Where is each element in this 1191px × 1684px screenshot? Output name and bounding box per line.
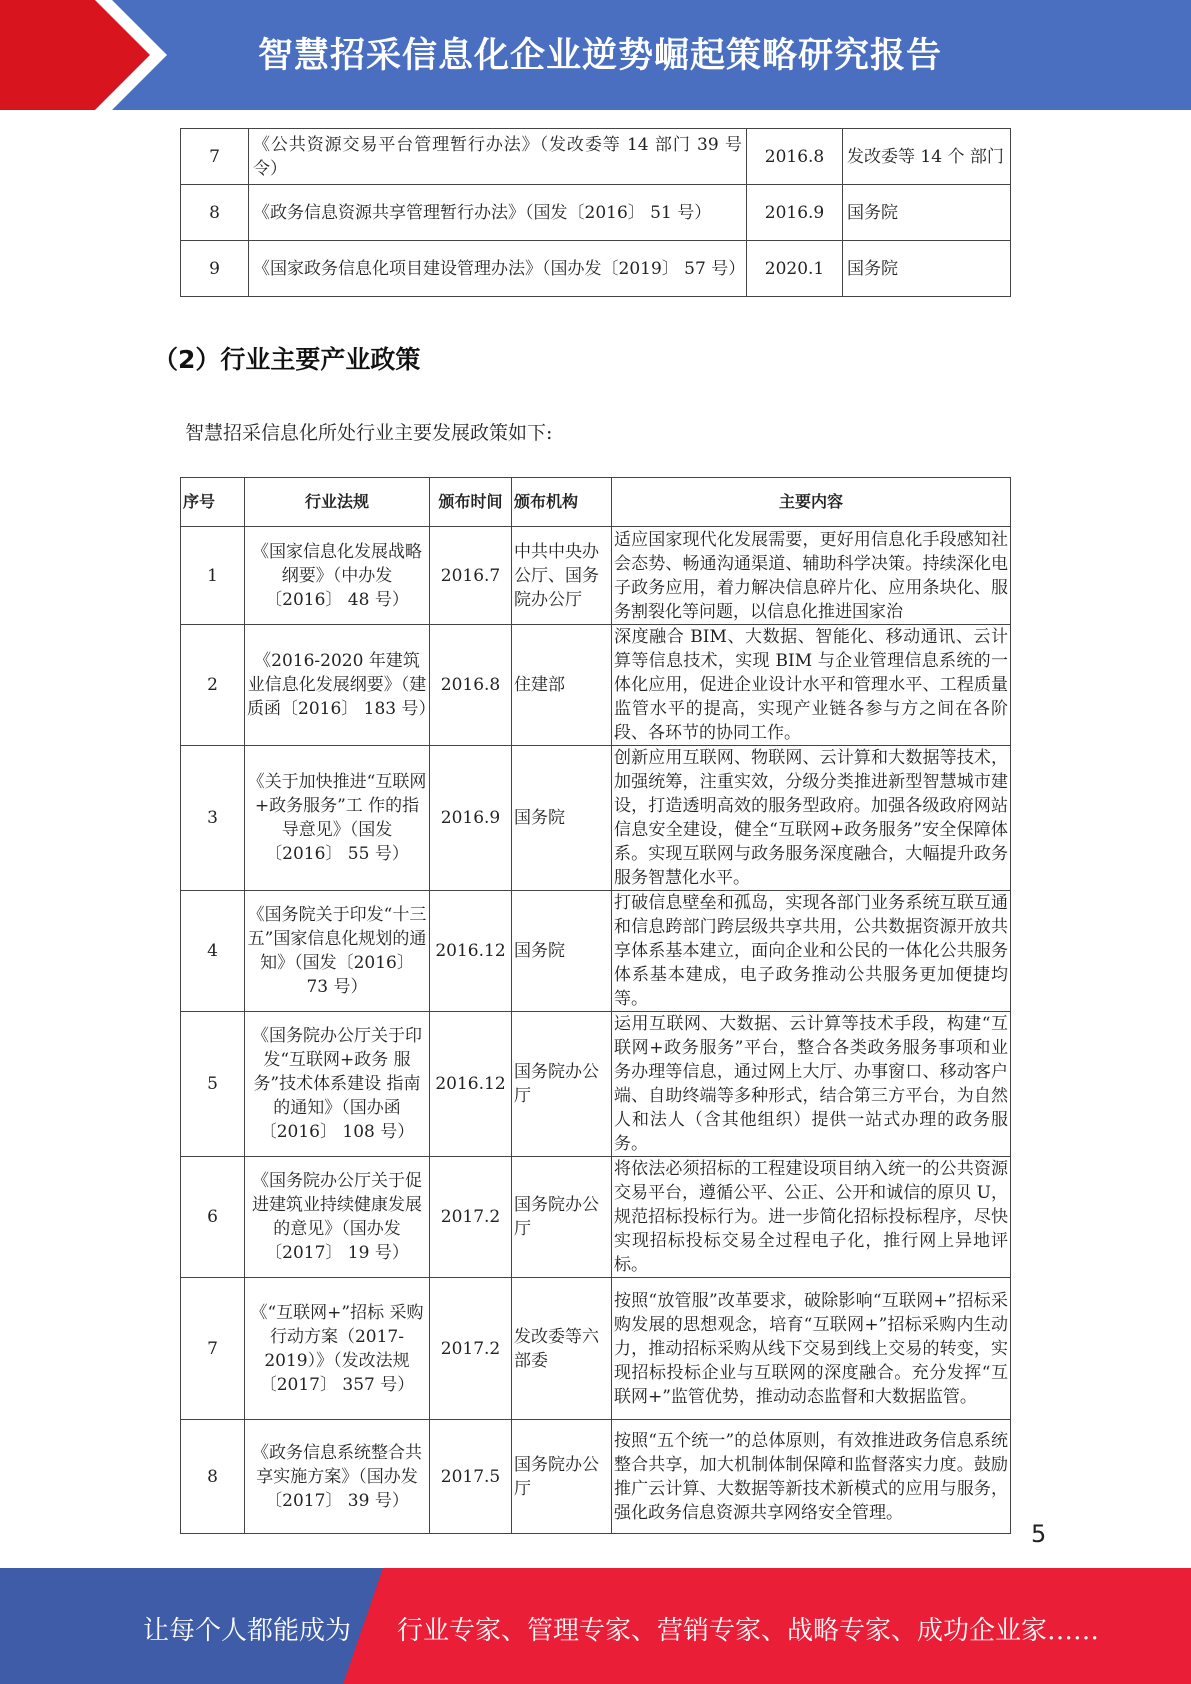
main-content: 深度融合 BIM、大数据、智能化、移动通讯、云计算等信息技术，实现 BIM 与企业管理信息系统的一体化应用，促进企业设计水平和管理水平、工程质量监管水平的提高，实现产业链各参与方之间在各阶段、各环节的协同工作。 (612, 625, 1011, 746)
issue-date: 2016.9 (430, 746, 512, 891)
regulation-name: 《国家信息化发展战略纲要》（中办发〔2016〕 48 号） (245, 527, 430, 625)
table-row (181, 625, 1011, 746)
issuing-body: 发改委等 14 个 部门 (843, 129, 1011, 185)
main-content: 适应国家现代化发展需要，更好用信息化手段感知社会态势、畅通沟通渠道、辅助科学决策。持续深化电子政务应用，着力解决信息碎片化、应用条块化、服务割裂化等问题，以信息化推进国家治 (612, 527, 1011, 625)
row-number: 9 (181, 241, 249, 297)
industry-policy-table (180, 477, 1011, 1534)
main-content: 运用互联网、大数据、云计算等技术手段，构建“互联网+政务服务”平台，整合各类政务服务事项和业务办理等信息，通过网上大厅、办事窗口、移动客户端、自助终端等多种形式，结合第三方平台，为自然人和法人（含其他组织）提供一站式办理的政务服务。 (612, 1012, 1011, 1157)
row-number: 5 (181, 1012, 245, 1157)
policy-name: 《公共资源交易平台管理暂行办法》（发改委等 14 部门 39 号令） (249, 129, 747, 185)
issuing-body: 国务院办公厅 (512, 1157, 612, 1278)
issue-date: 2017.5 (430, 1420, 512, 1534)
regulation-name: 《关于加快推进“互联网+政务服务”工 作的指导意见》（国发〔2016〕 55 号） (245, 746, 430, 891)
row-number: 7 (181, 1278, 245, 1420)
table-row (181, 1012, 1011, 1157)
issue-date: 2016.12 (430, 1012, 512, 1157)
header-main: 主要内容 (612, 478, 1011, 527)
table-row (181, 241, 1011, 297)
regulation-name: 《2016-2020 年建筑 业信息化发展纲要》（建质函〔2016〕 183 号） (245, 625, 430, 746)
row-number: 4 (181, 891, 245, 1012)
row-number: 6 (181, 1157, 245, 1278)
issue-date: 2016.7 (430, 527, 512, 625)
main-content: 按照“五个统一”的总体原则，有效推进政务信息系统整合共享，加大机制体制保障和监督落实力度。鼓励推广云计算、大数据等新技术新模式的应用与服务，强化政务信息资源共享网络安全管理。 (612, 1420, 1011, 1534)
table-row (181, 185, 1011, 241)
issuing-body: 中共中央办公厅、国务院办公厅 (512, 527, 612, 625)
issue-date: 2017.2 (430, 1278, 512, 1420)
section-intro: 智慧招采信息化所处行业主要发展政策如下: (185, 422, 553, 444)
table-row (181, 1420, 1011, 1534)
issuing-body: 住建部 (512, 625, 612, 746)
policy-name: 《国家政务信息化项目建设管理办法》（国办发〔2019〕 57 号） (249, 241, 747, 297)
header-no: 序号 (181, 478, 245, 527)
main-content: 将依法必须招标的工程建设项目纳入统一的公共资源交易平台，遵循公平、公正、公开和诚信的原贝 U，规范招标投标行为。进一步简化招标投标程序，尽快实现招标投标交易全过程电子化，推行网上异地评标。 (612, 1157, 1011, 1278)
issuing-body: 国务院 (843, 241, 1011, 297)
issue-date: 2016.8 (430, 625, 512, 746)
table-row (181, 891, 1011, 1012)
issue-date: 2016.9 (747, 185, 843, 241)
page-number: 5 (1031, 1520, 1047, 1548)
table-row (181, 527, 1011, 625)
page-header (0, 0, 1191, 110)
row-number: 3 (181, 746, 245, 891)
main-content: 创新应用互联网、物联网、云计算和大数据等技术，加强统筹，注重实效，分级分类推进新型智慧城市建设，打造透明高效的服务型政府。加强各级政府网站信息安全建设，健全“互联网+政务服务”安全保障体系。实现互联网与政务服务深度融合，大幅提升政务服务智慧化水平。 (612, 746, 1011, 891)
issue-date: 2020.1 (747, 241, 843, 297)
policy-name: 《政务信息资源共享管理暂行办法》（国发〔2016〕 51 号） (249, 185, 747, 241)
report-title: 智慧招采信息化企业逆势崛起策略研究报告 (258, 36, 943, 76)
policy-table-continued (180, 128, 1011, 297)
footer-slogan-right: 行业专家、管理专家、营销专家、战略专家、成功企业家…… (397, 1616, 1100, 1646)
row-number: 1 (181, 527, 245, 625)
header-org: 颁布机构 (512, 478, 612, 527)
regulation-name: 《国务院关于印发“十三五”国家信息化规划的通知》（国发〔2016〕 73 号） (245, 891, 430, 1012)
table-row (181, 129, 1011, 185)
table-row (181, 746, 1011, 891)
row-number: 8 (181, 1420, 245, 1534)
issue-date: 2016.8 (747, 129, 843, 185)
row-number: 7 (181, 129, 249, 185)
issuing-body: 国务院 (512, 891, 612, 1012)
table-row (181, 1278, 1011, 1420)
issue-date: 2016.12 (430, 891, 512, 1012)
issuing-body: 国务院办公厅 (512, 1012, 612, 1157)
main-content: 按照“放管服”改革要求，破除影响“互联网+”招标采购发展的思想观念，培育“互联网+”招标采购内生动力，推动招标采购从线下交易到线上交易的转变，实现招标投标企业与互联网的深度融合。充分发挥“互联网+”监管优势，推动动态监督和大数据监管。 (612, 1278, 1011, 1420)
row-number: 2 (181, 625, 245, 746)
footer-slogan-left: 让每个人都能成为 (143, 1616, 352, 1646)
header-law: 行业法规 (245, 478, 430, 527)
issuing-body: 国务院 (512, 746, 612, 891)
page-footer (0, 1568, 1191, 1684)
regulation-name: 《政务信息系统整合共享实施方案》（国办发〔2017〕 39 号） (245, 1420, 430, 1534)
main-content: 打破信息壁垒和孤岛，实现各部门业务系统互联互通和信息跨部门跨层级共享共用，公共数据资源开放共享体系基本建立，面向企业和公民的一体化公共服务体系基本建成，电子政务推动公共服务更加便捷均等。 (612, 891, 1011, 1012)
issue-date: 2017.2 (430, 1157, 512, 1278)
issuing-body: 发改委等六部委 (512, 1278, 612, 1420)
regulation-name: 《“互联网+”招标 采购行动方案（2017-2019）》（发改法规〔2017〕 357 号） (245, 1278, 430, 1420)
issuing-body: 国务院 (843, 185, 1011, 241)
table-header-row (181, 478, 1011, 527)
row-number: 8 (181, 185, 249, 241)
regulation-name: 《国务院办公厅关于印发“互联网+政务 服务”技术体系建设 指南的通知》（国办函〔2016〕 108 号） (245, 1012, 430, 1157)
header-date: 颁布时间 (430, 478, 512, 527)
regulation-name: 《国务院办公厅关于促进建筑业持续健康发展的意见》（国办发〔2017〕 19 号） (245, 1157, 430, 1278)
issuing-body: 国务院办公厅 (512, 1420, 612, 1534)
table-row (181, 1157, 1011, 1278)
section-heading: （2）行业主要产业政策 (153, 345, 421, 374)
